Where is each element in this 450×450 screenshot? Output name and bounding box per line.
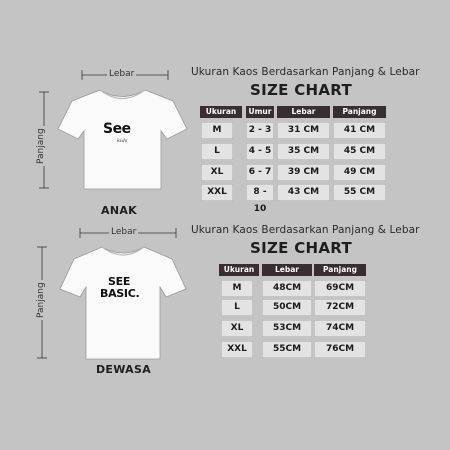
dewasa-cell-lebar: 48CM <box>262 280 312 297</box>
adult-shirt-line1: SEE <box>108 275 131 288</box>
anak-header-lebar: Lebar <box>277 106 330 118</box>
anak-caption: Ukuran Kaos Berdasarkan Panjang & Lebar <box>191 66 420 78</box>
anak-label: ANAK <box>101 204 137 217</box>
adult-tshirt-image <box>58 243 188 363</box>
anak-cell-panjang: 45 CM <box>333 143 386 160</box>
dewasa-cell-lebar: 50CM <box>262 299 312 316</box>
anak-cell-ukuran: XL <box>201 164 233 181</box>
dewasa-cell-ukuran: M <box>221 280 253 297</box>
dewasa-cell-panjang: 72CM <box>314 299 366 316</box>
anak-lebar-label: Lebar <box>109 69 135 79</box>
kids-shirt-sub: kids <box>117 138 128 144</box>
anak-cell-lebar: 35 CM <box>277 143 330 160</box>
anak-cell-umur: 8 - 10 <box>246 184 274 201</box>
anak-cell-ukuran: L <box>201 143 233 160</box>
dewasa-cell-panjang: 69CM <box>314 280 366 297</box>
kids-shirt-brand: See <box>103 121 131 137</box>
anak-header-ukuran: Ukuran <box>200 106 242 118</box>
anak-cell-lebar: 39 CM <box>277 164 330 181</box>
anak-cell-umur: 4 - 5 <box>246 143 274 160</box>
anak-header-umur: Umur <box>246 106 274 118</box>
dewasa-lebar-label: Lebar <box>111 227 137 237</box>
dewasa-cell-ukuran: XXL <box>221 341 253 358</box>
dewasa-cell-lebar: 55CM <box>262 341 312 358</box>
dewasa-cell-panjang: 74CM <box>314 320 366 337</box>
dewasa-caption: Ukuran Kaos Berdasarkan Panjang & Lebar <box>191 224 420 236</box>
anak-panjang-label: Panjang <box>36 128 46 164</box>
dewasa-cell-panjang: 76CM <box>314 341 366 358</box>
anak-cell-lebar: 43 CM <box>277 184 330 201</box>
anak-cell-ukuran: XXL <box>201 184 233 201</box>
dewasa-cell-ukuran: L <box>221 299 253 316</box>
dewasa-header-panjang: Panjang <box>314 264 366 276</box>
adult-shirt-line2: BASIC. <box>100 287 140 300</box>
dewasa-header-ukuran: Ukuran <box>219 264 259 276</box>
anak-cell-lebar: 31 CM <box>277 122 330 139</box>
anak-cell-ukuran: M <box>201 122 233 139</box>
dewasa-cell-lebar: 53CM <box>262 320 312 337</box>
anak-title: SIZE CHART <box>250 81 353 99</box>
anak-header-panjang: Panjang <box>333 106 386 118</box>
dewasa-title: SIZE CHART <box>250 239 353 257</box>
dewasa-header-lebar: Lebar <box>262 264 312 276</box>
anak-cell-panjang: 41 CM <box>333 122 386 139</box>
anak-cell-umur: 2 - 3 <box>246 122 274 139</box>
anak-cell-panjang: 49 CM <box>333 164 386 181</box>
anak-cell-umur: 6 - 7 <box>246 164 274 181</box>
dewasa-label: DEWASA <box>96 363 152 376</box>
dewasa-cell-ukuran: XL <box>221 320 253 337</box>
anak-cell-panjang: 55 CM <box>333 184 386 201</box>
dewasa-panjang-label: Panjang <box>36 282 46 318</box>
